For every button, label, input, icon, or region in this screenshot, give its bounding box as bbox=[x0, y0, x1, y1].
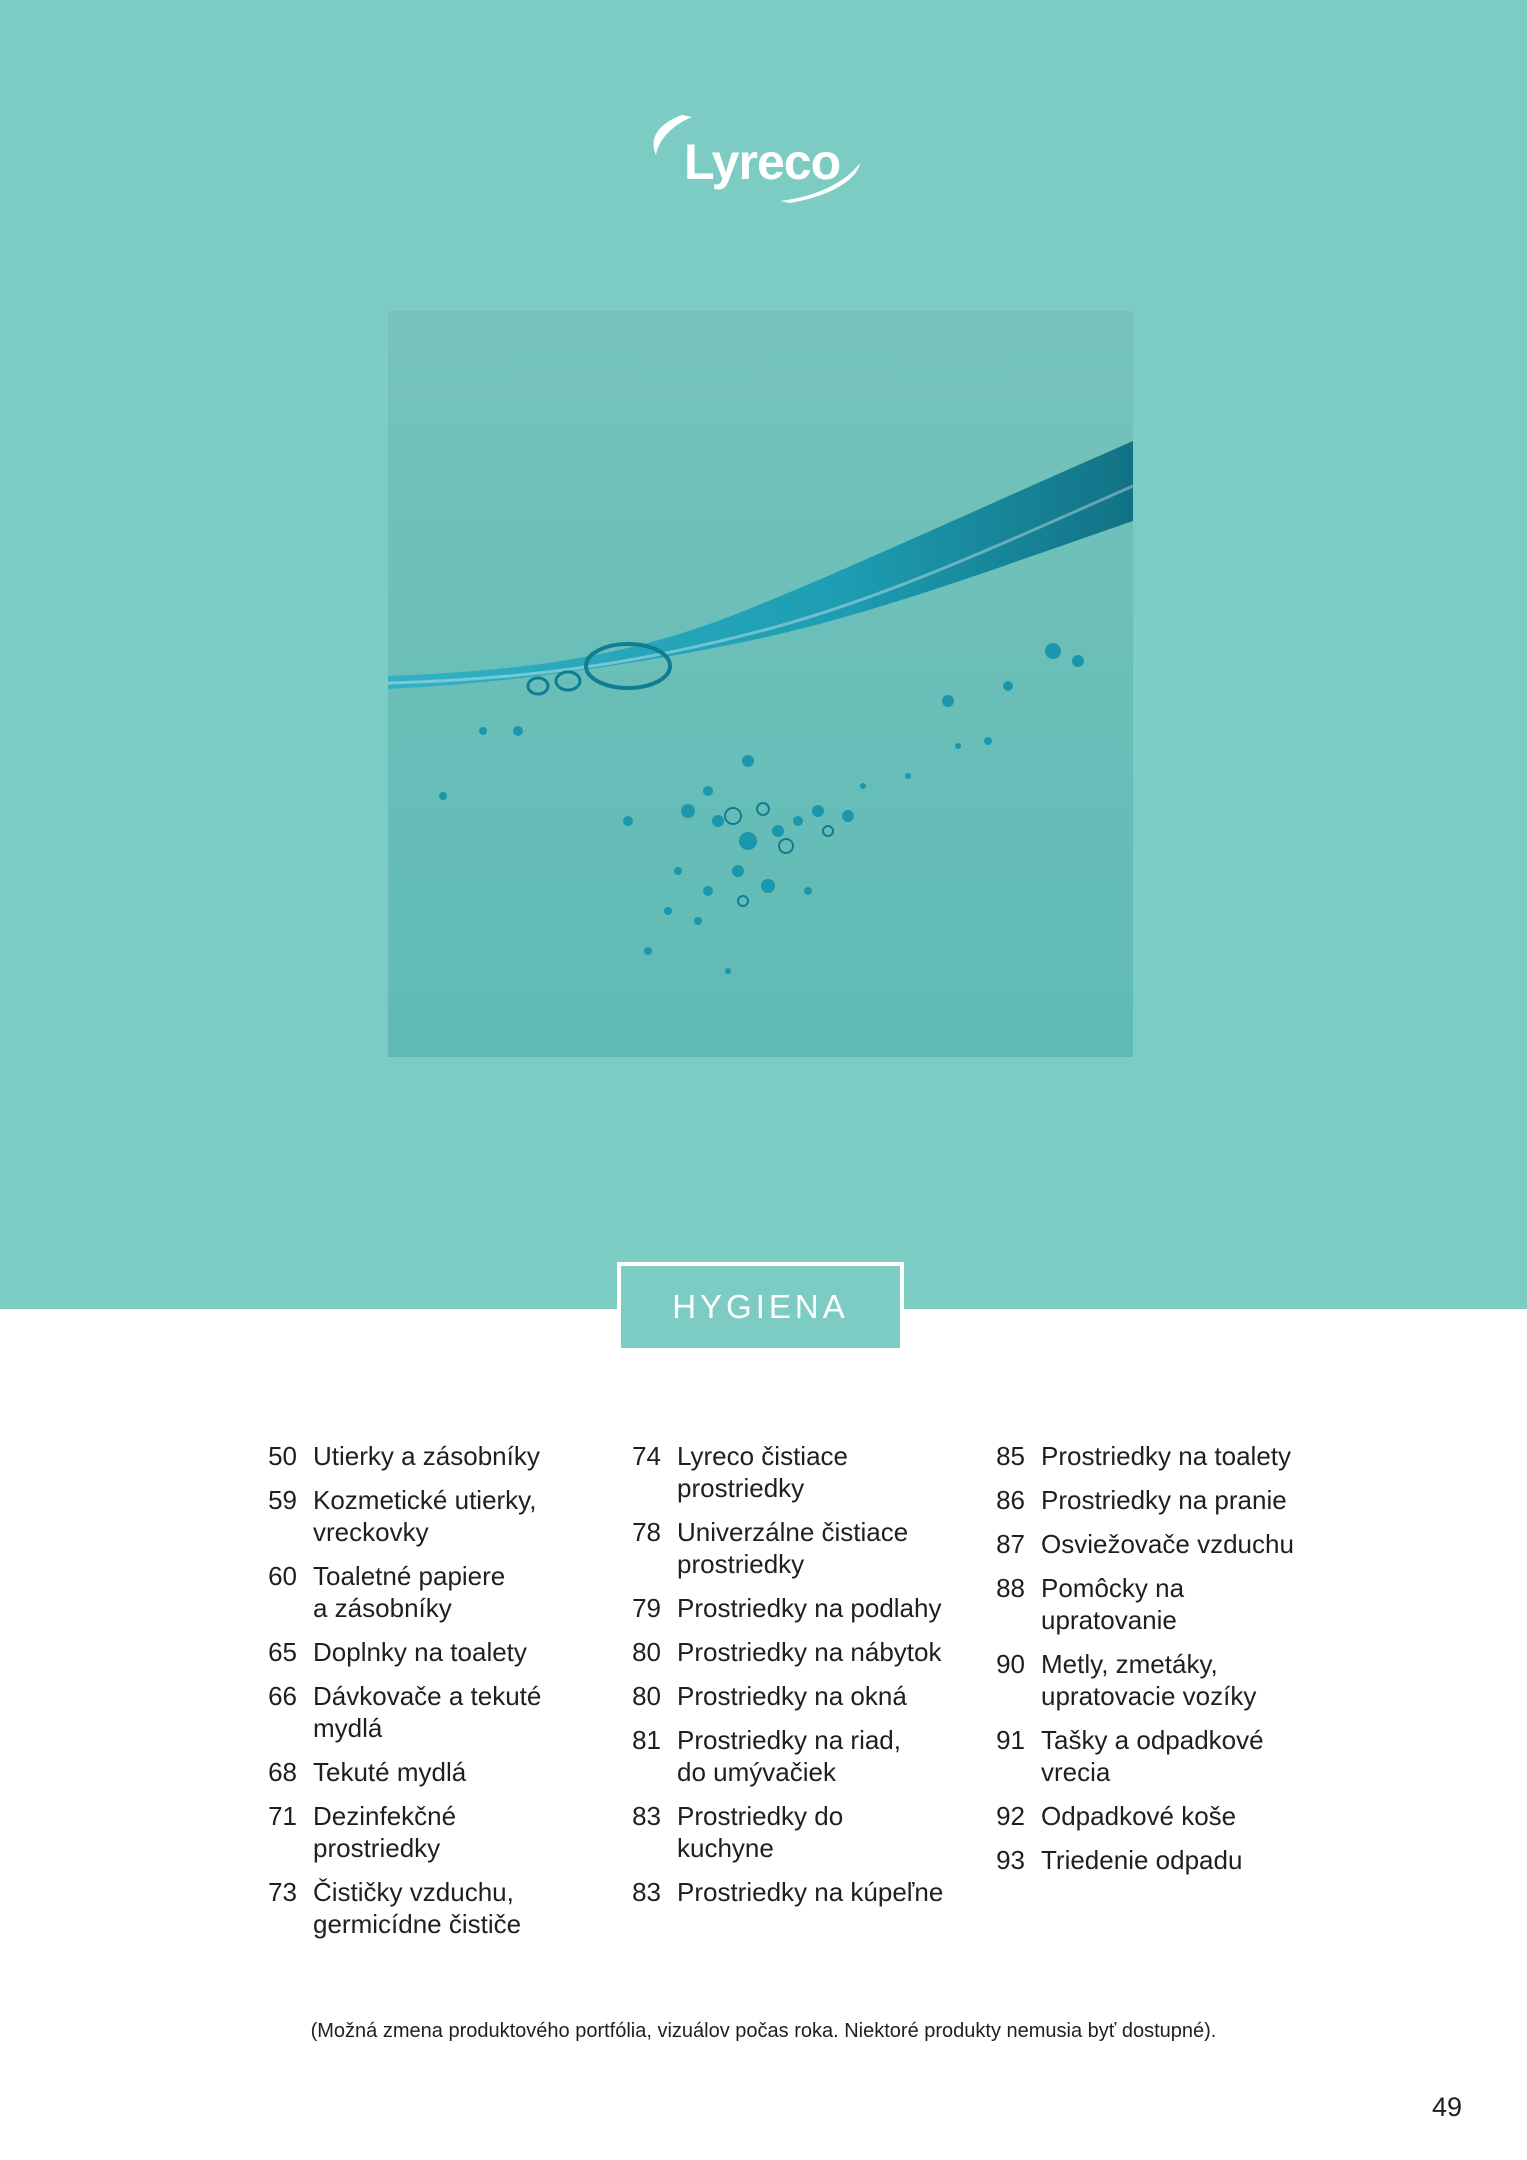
toc-page-number: 80 bbox=[632, 1637, 661, 1667]
toc-page-number: 87 bbox=[996, 1529, 1025, 1559]
toc-entry[interactable] bbox=[605, 1724, 945, 1788]
toc-entry[interactable] bbox=[605, 1876, 945, 1908]
toc-page-number: 60 bbox=[268, 1561, 297, 1591]
toc-page-number: 59 bbox=[268, 1485, 297, 1515]
toc-entry-label: Tašky a odpadkové vrecia bbox=[1041, 1725, 1264, 1787]
toc-page-number: 71 bbox=[268, 1801, 297, 1831]
toc-entry-label: Lyreco čistiace prostriedky bbox=[677, 1441, 848, 1503]
logo-text: Lyreco bbox=[684, 134, 841, 190]
toc-entry[interactable] bbox=[605, 1800, 945, 1864]
toc-entry-label: Utierky a zásobníky bbox=[313, 1441, 540, 1471]
toc-entry[interactable] bbox=[241, 1800, 581, 1864]
toc-entry[interactable] bbox=[969, 1528, 1309, 1560]
toc-entry-label: Prostriedky do kuchyne bbox=[677, 1801, 844, 1863]
toc-entry[interactable] bbox=[969, 1844, 1309, 1876]
toc-entry[interactable] bbox=[969, 1484, 1309, 1516]
toc-entry-label: Prostriedky na pranie bbox=[1041, 1485, 1287, 1515]
toc-entry[interactable] bbox=[241, 1680, 581, 1744]
toc-entry-label: Prostriedky na podlahy bbox=[677, 1593, 942, 1623]
toc-entry[interactable] bbox=[241, 1484, 581, 1548]
page-number: 49 bbox=[1432, 2092, 1463, 2122]
disclaimer-note: (Možná zmena produktového portfólia, vizuálov počas roka. Niektoré produkty nemusia byť dostupné). bbox=[310, 2020, 1217, 2042]
toc-entry[interactable] bbox=[969, 1724, 1309, 1788]
toc-entry[interactable] bbox=[605, 1516, 945, 1580]
toc-page-number: 83 bbox=[632, 1877, 661, 1907]
toc-column-2 bbox=[605, 1440, 945, 1920]
toc-page-number: 73 bbox=[268, 1877, 297, 1907]
toc-entry-label: Metly, zmetáky, upratovacie vozíky bbox=[1041, 1649, 1257, 1711]
toc-entry[interactable] bbox=[969, 1648, 1309, 1712]
toc-entry[interactable] bbox=[241, 1636, 581, 1668]
toc-page-number: 78 bbox=[632, 1517, 661, 1547]
toc-entry[interactable] bbox=[605, 1680, 945, 1712]
toc-page-number: 88 bbox=[996, 1573, 1025, 1603]
toc-page-number: 81 bbox=[632, 1725, 661, 1755]
toc-page-number: 83 bbox=[632, 1801, 661, 1831]
toc-page-number: 66 bbox=[268, 1681, 297, 1711]
water-photo bbox=[388, 311, 1133, 1057]
toc-page-number: 90 bbox=[996, 1649, 1025, 1679]
toc-entry[interactable] bbox=[605, 1636, 945, 1668]
section-title: HYGIENA bbox=[672, 1288, 849, 1325]
toc-page-number: 68 bbox=[268, 1757, 297, 1787]
toc-entry-label: Triedenie odpadu bbox=[1041, 1845, 1243, 1875]
toc-page-number: 92 bbox=[996, 1801, 1025, 1831]
toc-column-1 bbox=[241, 1440, 581, 1952]
toc-page-number: 80 bbox=[632, 1681, 661, 1711]
toc-entry[interactable] bbox=[605, 1592, 945, 1624]
toc-entry-label: Prostriedky na toalety bbox=[1041, 1441, 1292, 1471]
toc-page-number: 86 bbox=[996, 1485, 1025, 1515]
toc-entry-label: Odpadkové koše bbox=[1041, 1801, 1237, 1831]
toc-entry-label: Pomôcky na upratovanie bbox=[1041, 1573, 1185, 1635]
section-tab bbox=[617, 1262, 904, 1352]
toc-entry-label: Toaletné papiere a zásobníky bbox=[313, 1561, 506, 1623]
toc-entry[interactable] bbox=[241, 1876, 581, 1940]
toc-page-number: 74 bbox=[632, 1441, 661, 1471]
toc-entry-label: Doplnky na toalety bbox=[313, 1637, 527, 1667]
toc-entry[interactable] bbox=[241, 1440, 581, 1472]
toc-entry-label: Prostriedky na nábytok bbox=[677, 1637, 942, 1667]
toc-entry-label: Osviežovače vzduchu bbox=[1041, 1529, 1294, 1559]
toc-page-number: 93 bbox=[996, 1845, 1025, 1875]
toc-entry-label: Prostriedky na kúpeľne bbox=[677, 1877, 944, 1907]
toc-entry-label: Dávkovače a tekuté mydlá bbox=[313, 1681, 542, 1743]
toc-page-number: 85 bbox=[996, 1441, 1025, 1471]
toc-page-number: 91 bbox=[996, 1725, 1025, 1755]
toc-entry[interactable] bbox=[605, 1440, 945, 1504]
toc-page-number: 65 bbox=[268, 1637, 297, 1667]
toc-page-number: 79 bbox=[632, 1593, 661, 1623]
toc-entry[interactable] bbox=[241, 1756, 581, 1788]
toc-entry[interactable] bbox=[969, 1440, 1309, 1472]
toc-entry-label: Prostriedky na riad, do umývačiek bbox=[677, 1725, 901, 1787]
lyreco-logo bbox=[640, 105, 880, 215]
toc-column-3 bbox=[969, 1440, 1309, 1888]
toc-entry-label: Tekuté mydlá bbox=[313, 1757, 467, 1787]
toc-entry-label: Univerzálne čistiace prostriedky bbox=[677, 1517, 909, 1579]
toc-entry-label: Dezinfekčné prostriedky bbox=[313, 1801, 457, 1863]
toc-page-number: 50 bbox=[268, 1441, 297, 1471]
toc-entry-label: Prostriedky na okná bbox=[677, 1681, 907, 1711]
toc-entry[interactable] bbox=[969, 1800, 1309, 1832]
toc-entry-label: Kozmetické utierky, vreckovky bbox=[313, 1485, 537, 1547]
toc-entry-label: Čističky vzduchu, germicídne čističe bbox=[313, 1877, 522, 1939]
toc-entry[interactable] bbox=[969, 1572, 1309, 1636]
toc-entry[interactable] bbox=[241, 1560, 581, 1624]
